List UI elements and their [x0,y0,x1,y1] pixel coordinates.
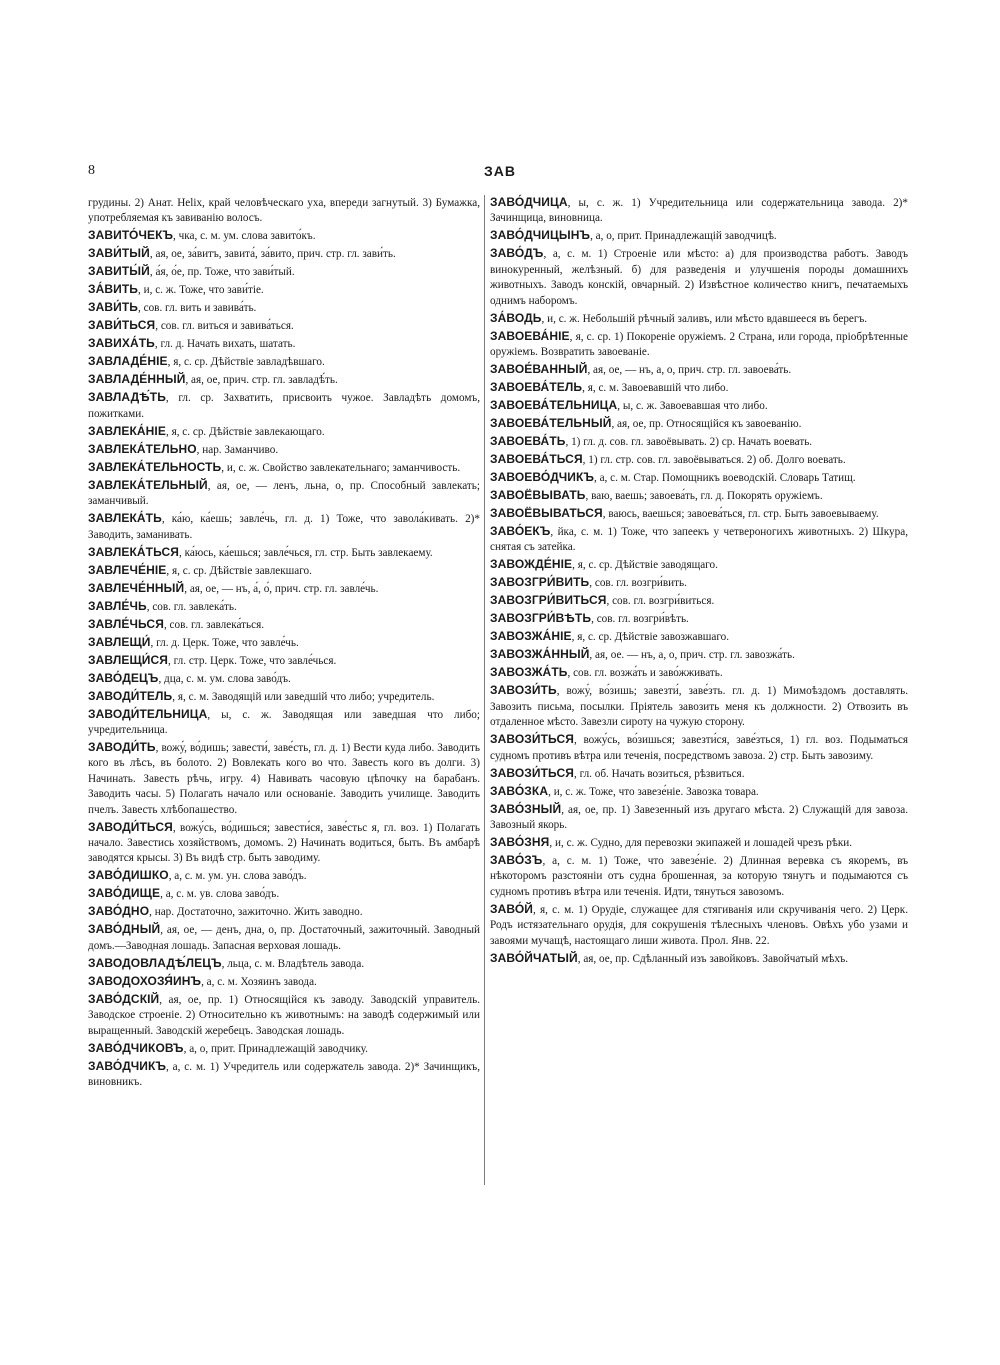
dictionary-entry [88,282,480,298]
entry-headword: ЗАВО́ЙЧАТЫЙ [490,950,578,965]
entry-headword: ЗАВЛЕКА́НІЕ [88,423,166,438]
entry-headword: ЗАВОЗЖА́ТЬ [490,665,568,680]
entry-definition: , ы, с. ж. Завоевавшая что либо. [617,400,768,413]
entry-definition: , сов. гл. возгри́вить. [589,577,687,590]
entry-definition: , а, с. м. 1) Учредитель или содержатель завода. 2)* Зачинщикъ, виновникъ. [88,1060,480,1089]
dictionary-entry [490,802,908,834]
dictionary-entry [490,766,908,782]
entry-headword: ЗАВО́ЕКЪ [490,524,551,539]
entry-headword: ЗАВО́ДЧИКЪ [88,1058,166,1073]
dictionary-entry [88,956,480,972]
entry-headword: ЗАВО́ДЧИКОВЪ [88,1040,184,1055]
entry-headword: ЗАВО́ДИЩЕ [88,886,161,901]
entry-definition: , и, с. ж. Небольшій рѣчный заливъ, или мѣсто вдавшееся въ берегъ. [541,312,868,325]
dictionary-entry [490,683,908,730]
dictionary-entry [490,398,908,414]
entry-headword: ЗАВЛАДѢ́ТЬ [88,390,166,405]
entry-headword: ЗАВОДИ́ТЕЛЬ [88,688,173,703]
dictionary-entry [490,329,908,361]
entry-definition: , ая, ое, пр. 1) Относящійся къ заводу. Заводскій управитель. Заводское строеніе. 2) Относительно къ животнымъ: на заводѣ содержимый или выращенный. Заводскій жеребецъ. Заводская лошадь. [88,993,480,1037]
dictionary-entry [88,372,480,388]
dictionary-entry [490,506,908,522]
entry-headword: ЗАВИ́ТЬСЯ [88,318,156,333]
entry-definition: , гл. стр. Церк. Тоже, что завле́чься. [168,654,337,667]
entry-definition: , гл. об. Начать возиться, рѣзвиться. [573,767,745,780]
entry-headword: ЗАВО́ДНО [88,904,150,919]
dictionary-entry [88,820,480,867]
entry-headword: ЗАВОЕВА́ТЕЛЬНИЦА [490,398,618,413]
entry-definition: , ка́ю, ка́ешь; завле́чь, гл. д. 1) Тоже, что завола́кивать. 2)* Заводить, заманивать. [88,513,480,541]
entry-definition: , а, с. м. ув. слова заво́дъ. [160,888,280,901]
entry-headword: ЗА́ВОДЬ [490,310,542,325]
entry-headword: ЗАВОДОХОЗЯ́ИНЪ [88,973,202,988]
dictionary-entry [490,195,908,227]
entry-definition: , а, с. м. ум. ун. слова заво́дъ. [168,870,307,883]
entry-definition: , гл. д. Церк. Тоже, что завле́чь. [150,636,299,649]
dictionary-entry [490,784,908,800]
entry-headword: ЗАВЛЕ́ЧЬСЯ [88,616,164,631]
entry-headword: ЗАВЛАДЕ́НІЕ [88,354,168,369]
entry-definition: грудины. 2) Анат. Helix, край человѣческаго уха, впереди загнутый. 3) Бумажка, употребляемая къ завиванію волосъ. [88,197,480,225]
entry-definition: , вожу́, во́дишь; завести́, заве́сть, гл. д. 1) Вести куда либо. Заводить кого въ лѣсъ, въ болото. 2) Вовлекать кого во что. Завесть кого въ долги. 3) Начинать. Завесть рѣчь, игру. 4) Навивать часовую цѣпочку на барабанъ. Заводить часы. 5) Полагать начало или основаніе. Заводить училище. Заводить пчелъ. Завесть хлѣбопашество. [88,742,480,816]
dictionary-entry [88,581,480,597]
entry-definition: , а, о, прит. Принадлежащій заводчицѣ. [590,230,777,243]
entry-headword: ЗАВОЁВЫВАТЬСЯ [490,506,603,521]
dictionary-entry [490,853,908,900]
dictionary-entry [88,354,480,370]
dictionary-entry [490,665,908,681]
dictionary-entry [490,416,908,432]
dictionary-entry [88,635,480,651]
dictionary-entry [490,488,908,504]
dictionary-entry [88,886,480,902]
entry-definition: , сов. гл. виться и завива́ться. [155,320,294,333]
entry-headword: ЗАВОЗИ́ТЬ [490,683,557,698]
entry-definition: , ая, ое, — нъ, а́, о́, прич. стр. гл. завле́чь. [184,582,379,595]
dictionary-entry [490,647,908,663]
dictionary-entry [490,311,908,327]
entry-headword: ЗАВЛАДЕ́ННЫЙ [88,372,186,387]
entry-definition: , я, с. ср. Дѣйствіе заводящаго. [572,559,718,572]
dictionary-entry [490,732,908,764]
entry-headword: ЗАВИТЫ́Й [88,264,150,279]
entry-definition: , я, с. м. 1) Орудіе, служащее для стягиванія или скручиванія чего. 2) Церк. Родъ истязательнаго орудія, для сокрушенія тѣлесныхъ членовъ. Овѣхъ убо узами и завоями мучащѣ, настоящаго лиши живота. Прол. Янв. 22. [490,903,908,947]
entry-definition: , я, с. м. Завоевавшій что либо. [582,382,729,395]
entry-definition: , сов. гл. возгри́виться. [606,595,715,608]
dictionary-entry [490,575,908,591]
entry-headword: ЗАВО́ЗЪ [490,853,543,868]
entry-headword: ЗАВЛЕКА́ТЕЛЬНОСТЬ [88,459,222,474]
dictionary-entry [88,707,480,739]
entry-headword: ЗАВОЕВА́ТЕЛЬНЫЙ [490,416,612,431]
entry-definition: , йка, с. м. 1) Тоже, что запеекъ у четвероногихъ животныхъ. 2) Шкура, снятая съ затейка. [490,526,908,554]
entry-definition: , я, с. ср. Дѣйствіе завлекшаго. [166,564,312,577]
dictionary-entry [490,452,908,468]
entry-definition: , ая, ое, пр. Сдѣланный изъ завойковъ. Завойчатый мѣхъ. [577,952,849,965]
dictionary-entry [88,318,480,334]
dictionary-entry [88,922,480,954]
entry-definition: , и, с. ж. Судно, для перевозки экипажей и лошадей чрезъ рѣки. [549,837,853,850]
entry-definition: , вожу́сь, во́зишься; завезти́ся, заве́зться, 1) гл. воз. Подыматься судномъ противъ вѣтра или теченія, посредствомъ завоза. 2) стр. Быть завозиму. [490,734,908,762]
entry-definition: , ая, ое, прич. стр. гл. завладѣ́ть. [185,374,338,387]
dictionary-entry [88,264,480,280]
dictionary-entry [490,835,908,851]
running-head: ЗАВ [484,163,516,179]
dictionary-entry [88,442,480,458]
entry-definition: , и, с. ж. Тоже, что завезе́ніе. Завозка товара. [548,785,759,798]
entry-headword: ЗАВО́ДЪ [490,246,544,261]
entry-headword: ЗАВОЖДЕ́НІЕ [490,557,573,572]
entry-definition: , я, с. ср. Дѣйствіе завладѣвшаго. [167,356,325,369]
entry-definition: , чка, с. м. ум. слова завито́къ. [173,230,316,243]
entry-headword: ЗАВОЁВЫВАТЬ [490,488,586,503]
entry-definition: , ы, с. ж. Заводящая или заведшая что либо; учредительница. [88,708,480,737]
entry-headword: ЗАВОЗИ́ТЬСЯ [490,765,574,780]
entry-headword: ЗАВО́ЗКА [490,783,549,798]
entry-headword: ЗАВОЗГРИ́ВИТЬСЯ [490,593,607,608]
dictionary-entry [490,951,908,967]
entry-definition: , вожу́сь, во́дишься; завести́ся, заве́стьс я, гл. воз. 1) Полагать начало. Завестись хозяйствомъ, домомъ. 2) Начинать водиться, быть. Въ амбарѣ заводятся крысы. 3) Въ видѣ стр. быть заводиму. [88,821,480,865]
dictionary-entry [490,228,908,244]
entry-definition: , а, с. м. 1) Строеніе или мѣсто: а) для производства работъ. Заводъ винокуренный, желѣзный. б) для разведенія и улучшенія породы домашнихъ животныхъ. Заводъ конскій, овчарный. 2) Извѣстное количество книгъ, печатаемыхъ однимъ наборомъ. [490,248,908,307]
dictionary-entry [490,246,908,309]
dictionary-entry [490,593,908,609]
dictionary-entry [88,617,480,633]
entry-definition: , ая, ое. — нъ, а, о, прич. стр. гл. завозжа́ть. [589,649,795,662]
page-number: 8 [88,163,95,178]
entry-definition: , 1) гл. д. сов. гл. завоёвывать. 2) ср. Начать воевать. [565,436,813,449]
entry-headword: ЗАВОДИ́ТЕЛЬНИЦА [88,706,208,721]
entry-headword: ЗАВО́ДЧИЦЫНЪ [490,228,591,243]
dictionary-entry [88,545,480,561]
dictionary-entry [88,300,480,316]
dictionary-entry [88,563,480,579]
entry-definition: , я, с. ср. 1) Покореніе оружіемъ. 2 Страна, или города, пріобрѣтенные оружіемъ. Возвратить завоеваніе. [490,330,908,359]
dictionary-entry [490,611,908,627]
entry-headword: ЗАВО́ДИШКО [88,868,169,883]
entry-headword: ЗАВОЕВО́ДЧИКЪ [490,470,594,485]
entry-headword: ЗАВО́Й [490,901,534,916]
dictionary-entry [490,380,908,396]
entry-definition: , сов. гл. завлека́ть. [146,600,237,613]
entry-headword: ЗАВЛЕКА́ТЬСЯ [88,544,180,559]
entry-definition: , гл. ср. Захватить, присвоить чужое. Завладѣть домомъ, пожитками. [88,392,480,420]
dictionary-entry [490,470,908,486]
entry-headword: ЗАВИТО́ЧЕКЪ [88,228,174,243]
dictionary-entry [88,1041,480,1057]
entry-headword: ЗАВО́ДСКІЙ [88,991,160,1006]
dictionary-entry [490,434,908,450]
entry-headword: ЗАВОДИ́ТЬ [88,740,156,755]
entry-headword: ЗАВОЕВА́ТЬ [490,434,566,449]
entry-headword: ЗА́ВИТЬ [88,282,139,297]
entry-definition: , я, с. ср. Дѣйствіе завозжавшаго. [571,631,730,644]
entry-definition: , ая, ое, — нъ, а, о, прич. стр. гл. завоева́ть. [587,364,792,377]
entry-headword: ЗАВОЗГРИ́ВѢТЬ [490,611,592,626]
entry-definition: , вожу́, во́зишь; завезти́, заве́зть. гл. д. 1) Мимоѣздомъ доставлять. Завозить письма, посылки. Пріятель завозить меня къ должности. 2) Отвозить въ отдаленное мѣсто. Завезли сироту на чужую сторону. [490,685,908,729]
dictionary-entry [88,228,480,244]
entry-headword: ЗАВЛЕКА́ТЬ [88,511,162,526]
dictionary-entry [88,246,480,262]
entry-definition: , и, с. ж. Свойство завлекательнаго; заманчивость. [221,461,461,474]
entry-definition: , а, с. м. Стар. Помощникъ воеводскій. Словарь Татищ. [594,472,856,485]
dictionary-entry [88,653,480,669]
entry-definition: , нар. Достаточно, зажиточно. Жить заводно. [149,906,363,919]
dictionary-entry [490,362,908,378]
entry-definition: , ы, с. ж. 1) Учредительница или содержательница завода. 2)* Зачинщица, виновница. [490,197,908,225]
dictionary-entry [88,478,480,510]
dictionary-entry [88,511,480,543]
entry-definition: , ваюсь, ваешься; завоева́ться, гл. стр. Быть завоевываему. [602,508,879,521]
entry-headword: ЗАВОЗЖА́ННЫЙ [490,647,590,662]
entry-headword: ЗАВЛЕЧЕ́ННЫЙ [88,580,185,595]
entry-definition: , и, с. ж. Тоже, что зави́тіе. [138,284,264,297]
entry-headword: ЗАВЛЕКА́ТЕЛЬНО [88,441,197,456]
entry-definition: , ая, ое, за́витъ, завита́, за́вито, прич. стр. гл. зави́ть. [149,248,396,261]
entry-headword: ЗАВЛЕКА́ТЕЛЬНЫЙ [88,477,208,492]
entry-definition: , гл. д. Начать вихать, шатать. [154,338,296,351]
dictionary-entry [88,460,480,476]
entry-definition: , льца, с. м. Владѣтель завода. [221,957,365,970]
dictionary-entry [490,629,908,645]
entry-headword: ЗАВИХА́ТЬ [88,336,155,351]
entry-headword: ЗАВОЗЖА́НІЕ [490,629,572,644]
entry-definition: , я, с. м. Заводящій или заведшій что либо; учредитель. [172,690,435,703]
entry-definition: , сов. гл. возжа́ть и заво́жживать. [567,667,723,680]
dictionary-entry [88,599,480,615]
dictionary-entry [88,689,480,705]
entry-definition: , ваю, ваешь; завоева́ть, гл. д. Покорять оружіемъ. [585,490,823,503]
entry-headword: ЗАВИ́ТЫЙ [88,246,150,261]
entry-definition: , ка́юсь, ка́ешься; завле́чься, гл. стр. Быть завлекаему. [179,546,433,559]
entry-headword: ЗАВО́ДНЫЙ [88,922,161,937]
entry-definition: , ая, ое, пр. Относящійся къ завоеванію. [611,418,802,431]
entry-headword: ЗАВОДОВЛАДѢ́ЛЕЦЪ [88,955,222,970]
entry-definition: , ая, ое, пр. 1) Завезенный изъ другаго мѣста. 2) Служащій для завоза. Завозный якорь. [490,803,908,832]
dictionary-entry [88,868,480,884]
entry-definition: , ая, ое, — ленъ, льна, о, пр. Способный завлекать; заманчивый. [88,479,480,508]
dictionary-entry [88,195,480,227]
entry-headword: ЗАВОЕ́ВАННЫЙ [490,362,588,377]
entry-headword: ЗАВЛЕ́ЧЬ [88,598,147,613]
column-divider [484,195,485,1185]
entry-definition: , а́я, о́е, пр. Тоже, что зави́тый. [149,266,295,279]
entry-headword: ЗАВЛЕЩИ́СЯ [88,652,169,667]
dictionary-entry [88,1059,480,1091]
entry-headword: ЗАВОЕВА́НІЕ [490,328,570,343]
dictionary-entry [88,904,480,920]
dictionary-entry [88,390,480,422]
entry-definition: , нар. Заманчиво. [196,443,279,456]
dictionary-entry [88,424,480,440]
entry-definition: , сов. гл. возгри́вѣть. [591,613,689,626]
dictionary-entry [490,902,908,949]
entry-definition: , 1) гл. стр. сов. гл. завоёвываться. 2) об. Долго воевать. [582,454,846,467]
entry-definition: , а, с. м. Хозяинъ завода. [201,975,317,988]
entry-headword: ЗАВО́ЗНЯ [490,835,550,850]
entry-definition: , а, о, прит. Принадлежащій заводчику. [183,1042,368,1055]
dictionary-entry [88,974,480,990]
entry-headword: ЗАВОЗИ́ТЬСЯ [490,732,574,747]
entry-headword: ЗАВОДИ́ТЬСЯ [88,819,173,834]
entry-definition: , дца, с. м. ум. слова заво́дъ. [158,672,291,685]
left-column [88,195,480,1092]
entry-headword: ЗАВЛЕЩИ́ [88,634,151,649]
entry-definition: , а, с. м. 1) Тоже, что завезе́ніе. 2) Длинная веревка съ якоремъ, въ нѣкоторомъ разстояніи отъ судна брошенная, за которую тянутъ и подымаются съ судномъ противъ вѣтра или теченія. Идти, тянуться завозомъ. [490,855,908,898]
dictionary-entry [88,336,480,352]
entry-headword: ЗАВО́ДЧИЦА [490,195,568,209]
entry-definition: , сов. гл. завлека́ться. [163,618,265,631]
entry-headword: ЗАВОЕВА́ТЕЛЬ [490,380,583,395]
entry-definition: , ая, ое, — денъ, дна, о, пр. Достаточный, зажиточный. Заводный домъ.—Заводная лошадь. Запасная верховая лошадь. [88,924,480,952]
right-column [490,195,908,969]
entry-headword: ЗАВОЕВА́ТЬСЯ [490,452,583,467]
dictionary-entry [88,740,480,818]
entry-headword: ЗАВО́ЗНЫЙ [490,801,562,816]
dictionary-entry [88,671,480,687]
entry-headword: ЗАВЛЕЧЕ́НІЕ [88,562,167,577]
entry-headword: ЗАВОЗГРИ́ВИТЬ [490,575,590,590]
dictionary-entry [490,524,908,556]
dictionary-entry [88,992,480,1039]
entry-definition: , сов. гл. вить и завива́ть. [138,302,257,315]
entry-definition: , я, с. ср. Дѣйствіе завлекающаго. [165,425,325,438]
dictionary-entry [490,557,908,573]
entry-headword: ЗАВО́ДЕЦЪ [88,670,159,685]
entry-headword: ЗАВИ́ТЬ [88,300,139,315]
